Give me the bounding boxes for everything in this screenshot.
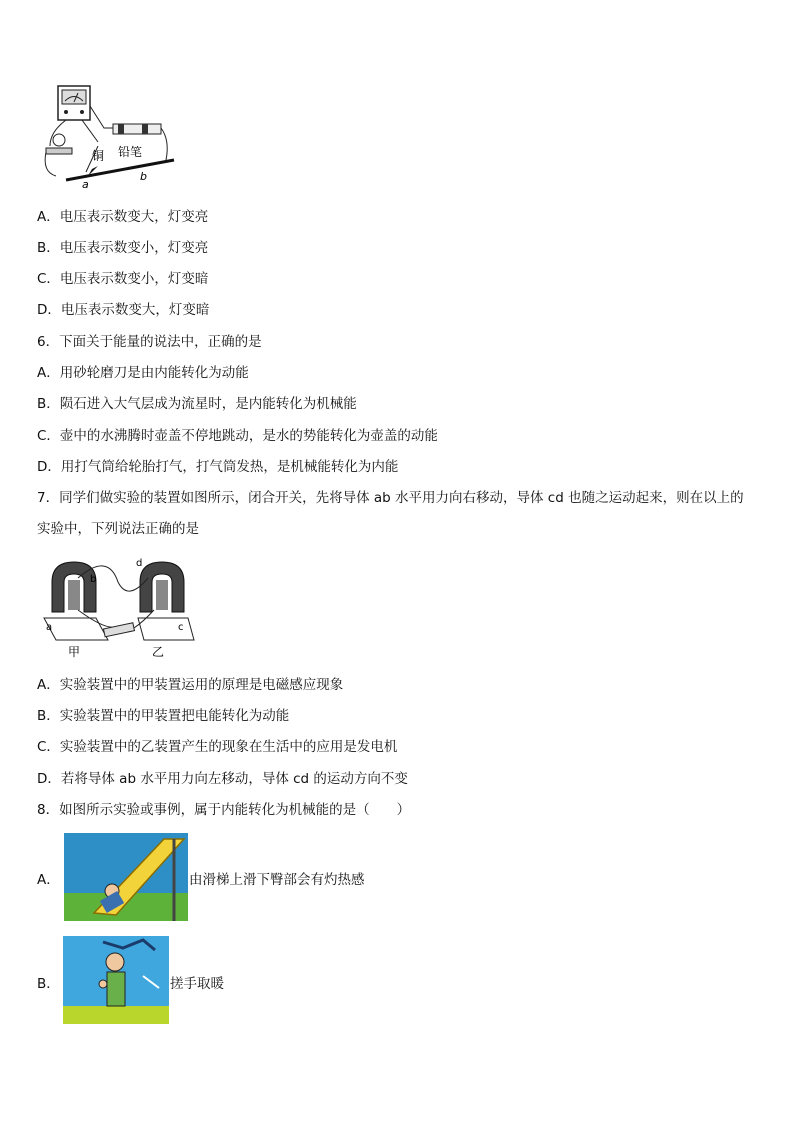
- slide-picture: [64, 833, 188, 921]
- q8-stem: 8．如图所示实验或事例，属于内能转化为机械能的是（ ）: [37, 802, 411, 818]
- label-b: b: [90, 574, 97, 585]
- q6-option-b: B．陨石进入大气层成为流星时，是内能转化为机械能: [37, 396, 357, 412]
- q6-stem: 6．下面关于能量的说法中，正确的是: [37, 334, 262, 350]
- copper-label: 铜: [92, 149, 105, 163]
- q8-option-b-label: B．: [37, 976, 60, 992]
- q7-option-b: B．实验装置中的甲装置把电能转化为动能: [37, 708, 290, 724]
- q6-option-c: C．壶中的水沸腾时壶盖不停地跳动，是水的势能转化为壶盖的动能: [37, 428, 438, 444]
- q7-stem-line2: 实验中，下列说法正确的是: [37, 521, 199, 537]
- q7-option-d: D．若将导体 ab 水平用力向左移动，导体 cd 的运动方向不变: [37, 771, 408, 787]
- magnet-devices-figure: [38, 552, 198, 660]
- q8-option-b-text: 搓手取暖: [170, 976, 224, 992]
- q7-option-c: C．实验装置中的乙装置产生的现象在生活中的应用是发电机: [37, 739, 398, 755]
- label-jia: 甲: [68, 645, 81, 659]
- label-c: c: [178, 622, 184, 633]
- circuit-pencil-figure: [38, 80, 178, 190]
- label-d: d: [136, 558, 143, 569]
- q6-option-a: A．用砂轮磨刀是由内能转化为动能: [37, 365, 249, 381]
- point-a-label: a: [82, 178, 89, 190]
- pencil-label: 铅笔: [118, 145, 143, 159]
- q7-option-a: A．实验装置中的甲装置运用的原理是电磁感应现象: [37, 677, 344, 693]
- q5-option-d: D．电压表示数变大，灯变暗: [37, 302, 210, 318]
- label-yi: 乙: [152, 645, 165, 659]
- point-b-label: b: [140, 170, 147, 183]
- rub-hands-picture: [63, 936, 169, 1024]
- q5-option-c: C．电压表示数变小，灯变暗: [37, 271, 209, 287]
- q8-option-a-label: A．: [37, 872, 60, 888]
- q8-option-a-text: 由滑梯上滑下臀部会有灼热感: [189, 872, 365, 888]
- q7-stem-line1: 7．同学们做实验的装置如图所示，闭合开关，先将导体 ab 水平用力向右移动，导体 cd 也随之运动起来，则在以上的: [37, 490, 744, 506]
- label-a: a: [46, 622, 53, 633]
- q5-option-b: B．电压表示数变小，灯变亮: [37, 240, 209, 256]
- q5-option-a: A．电压表示数变大，灯变亮: [37, 209, 209, 225]
- q6-option-d: D．用打气筒给轮胎打气，打气筒发热，是机械能转化为内能: [37, 459, 399, 475]
